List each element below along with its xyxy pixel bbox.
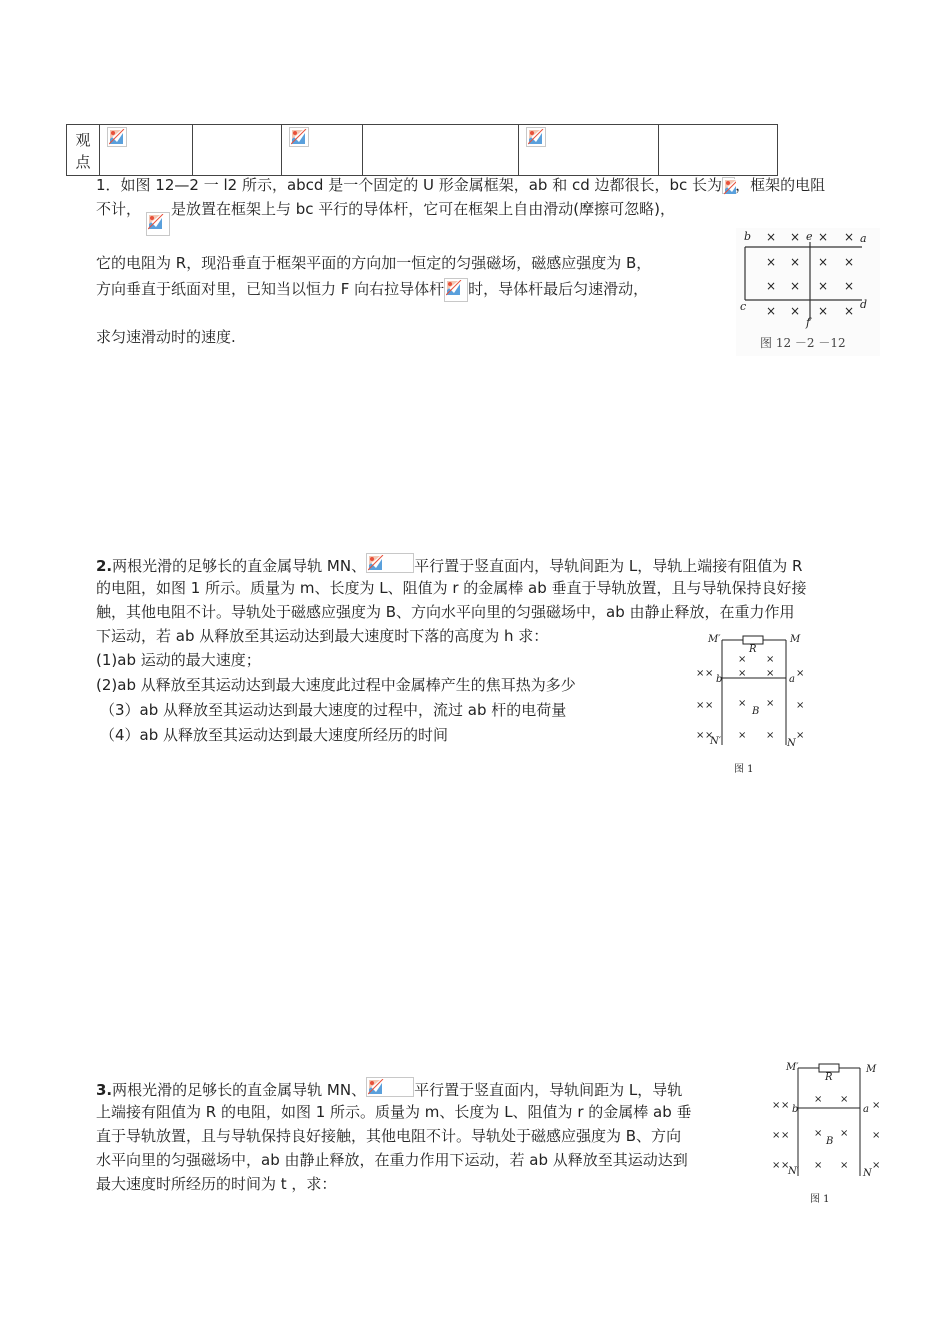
q2-text: 下运动，若 ab 从释放至其运动达到最大速度时下落的高度为 h 求： [96,627,549,645]
field-mark: × [796,700,805,711]
q1-text: 是放置在框架上与 bc 平行的导体杆，它可在框架上自由滑动(摩擦可忽略)， [171,200,676,218]
table-cell [193,125,282,176]
field-mark: × [790,279,801,293]
label-a: a [863,1104,869,1115]
field-mark: × [696,730,705,741]
field-mark: × [818,255,829,269]
broken-image-icon [722,177,735,194]
label-d: d [860,298,868,311]
field-mark: × [872,1100,881,1111]
field-mark: × [840,1094,849,1105]
q2-sub-question: （3）ab 从释放至其运动达到最大速度的过程中，流过 ab 杆的电荷量 [100,701,567,719]
label-r: R [825,1072,833,1083]
field-mark: × [790,255,801,269]
broken-image-icon [526,127,546,147]
label-n: N [863,1168,872,1179]
field-mark: × [814,1160,823,1171]
field-mark: × [772,1100,781,1111]
field-mark: × [766,304,777,318]
table-cell [100,125,193,176]
table-cell [363,125,519,176]
field-mark: × [766,698,775,709]
field-mark: × [781,1130,790,1141]
field-mark: × [766,654,775,665]
label-n-prime: N′ [788,1166,800,1177]
field-mark: × [840,1128,849,1139]
field-mark: × [705,668,714,679]
label-field-b: B [752,706,760,717]
label-m-prime: M′ [786,1062,799,1073]
label-b: b [792,1104,799,1115]
rail-figure [692,630,812,776]
field-mark: × [840,1160,849,1171]
viewpoint-header: 观 点 [67,125,100,176]
field-mark: × [796,668,805,679]
field-mark: × [766,255,777,269]
q3-text: 直于导轨放置，且与导轨保持良好接触，其他电阻不计。导轨处于磁感应强度为 B、方向 [96,1127,682,1145]
q2-sub-question: (1)ab 运动的最大速度； [96,651,261,669]
table-cell [659,125,778,176]
field-mark: × [766,279,777,293]
q2-text: 触，其他电阻不计。导轨处于磁感应强度为 B、方向水平向里的匀强磁场中，ab 由静止释放，在重力作用 [96,603,795,621]
q1-text: 不计， [96,200,142,218]
field-mark: × [818,304,829,318]
table-cell [519,125,659,176]
viewpoint-table [66,124,778,176]
broken-image-icon [366,1077,414,1097]
field-mark: × [818,230,829,244]
field-mark: × [781,1100,790,1111]
field-mark: × [738,668,747,679]
label-m: M [866,1064,877,1075]
label-a: a [789,674,795,685]
field-mark: × [705,730,714,741]
label-e: e [806,230,813,243]
q3-text: 最大速度时所经历的时间为 t ，求： [96,1175,337,1193]
field-mark: × [872,1160,881,1171]
field-mark: × [772,1160,781,1171]
field-mark: × [738,730,747,741]
q1-text: ，框架的电阻 [735,176,826,194]
field-mark: × [844,255,855,269]
field-mark: × [766,730,775,741]
field-mark: × [738,698,747,709]
label-f: f [806,316,811,329]
q2-text: 两根光滑的足够长的直金属导轨 MN、 [112,557,367,575]
field-mark: × [814,1094,823,1105]
q3-text: 上端接有阻值为 R 的电阻，如图 1 所示。质量为 m、长度为 L、阻值为 r 的金属棒 ab 垂 [96,1103,692,1121]
label-m: M [790,634,801,645]
field-mark: × [844,279,855,293]
rail-figure [770,1058,886,1206]
label-n-prime: N′ [710,736,722,747]
q1-text: 时，导体杆最后匀速滑动， [468,280,649,298]
field-mark: × [696,700,705,711]
q2-number: 2. [96,557,113,575]
figure-caption: 图 12 －2 －12 [760,336,846,350]
field-mark: × [766,230,777,244]
frame-figure [736,228,880,356]
q3-text: 水平向里的匀强磁场中，ab 由静止释放，在重力作用下运动，若 ab 从释放至其运动达到 [96,1151,688,1169]
q3-number: 3. [96,1081,113,1099]
broken-image-icon [146,212,170,236]
field-mark: × [790,304,801,318]
label-c: c [740,300,747,313]
q2-text: 平行置于竖直面内，导轨间距为 L，导轨上端接有阻值为 R [414,557,803,575]
field-mark: × [790,230,801,244]
broken-image-icon [289,127,309,147]
figure-caption: 图 1 [734,764,754,775]
q2-sub-question: (2)ab 从释放至其运动达到最大速度此过程中金属棒产生的焦耳热为多少 [96,676,576,694]
field-mark: × [738,654,747,665]
field-mark: × [705,700,714,711]
label-field-b: B [826,1136,834,1147]
broken-image-icon [366,553,414,573]
table-cell [282,125,363,176]
figure-caption: 图 1 [810,1194,830,1205]
label-b: b [744,230,752,243]
field-mark: × [696,668,705,679]
q1-text: 求匀速滑动时的速度. [96,328,236,346]
q1-text: 1．如图 12—2 一 l2 所示，abcd 是一个固定的 U 形金属框架，ab 和 cd 边都很长，bc 长为 [96,176,723,194]
field-mark: × [814,1128,823,1139]
field-mark: × [781,1160,790,1171]
q3-text: 平行置于竖直面内，导轨间距为 L，导轨 [414,1081,683,1099]
field-mark: × [844,230,855,244]
broken-image-icon [444,278,468,302]
label-n: N [787,738,796,749]
q1-text: 它的电阻为 R，现沿垂直于框架平面的方向加一恒定的匀强磁场，磁感应强度为 B， [96,254,652,272]
label-b: b [716,674,723,685]
label-m-prime: M′ [708,634,721,645]
label-r: R [749,644,757,655]
field-mark: × [872,1130,881,1141]
field-mark: × [772,1130,781,1141]
q2-text: 的电阻，如图 1 所示。质量为 m、长度为 L、阻值为 r 的金属棒 ab 垂直于导轨放置，且与导轨保持良好接 [96,579,807,597]
field-mark: × [818,279,829,293]
q3-text: 两根光滑的足够长的直金属导轨 MN、 [112,1081,367,1099]
q1-text: 方向垂直于纸面对里，已知当以恒力 F 向右拉导体杆 [96,280,445,298]
q2-sub-question: （4）ab 从释放至其运动达到最大速度所经历的时间 [100,726,449,744]
label-a: a [860,232,867,245]
broken-image-icon [107,127,127,147]
field-mark: × [766,668,775,679]
field-mark: × [844,304,855,318]
field-mark: × [796,730,805,741]
